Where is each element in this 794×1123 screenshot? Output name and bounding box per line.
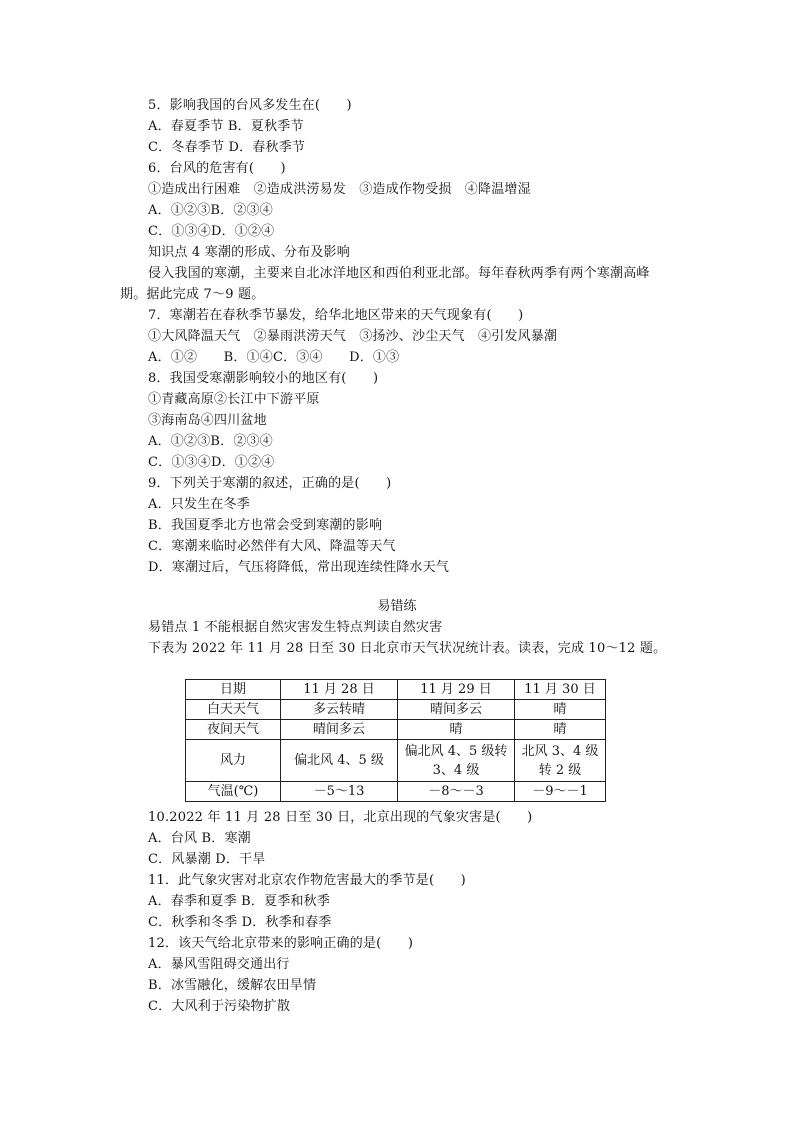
question-5-options-cd: C．冬春季节 D．春秋季节	[148, 140, 306, 155]
table-cell: 偏北风 4、5 级	[281, 740, 398, 782]
table-header-cell: 日期	[186, 680, 281, 700]
table-cell-line: 转 2 级	[538, 762, 582, 778]
question-7-options: A．①② B．①④C．③④ D．①③	[148, 350, 400, 365]
question-6-stem: 6．台风的危害有( )	[148, 161, 286, 176]
table-cell	[398, 740, 515, 782]
question-5-options-ab: A．春夏季节 B．夏秋季节	[148, 119, 304, 134]
table-header-cell: 11 月 28 日	[281, 680, 398, 700]
table-cell: －5～13	[281, 782, 398, 802]
table-cell: 晴间多云	[281, 720, 398, 740]
question-11-options-cd: C．秋季和冬季 D．秋季和春季	[148, 915, 332, 930]
section-intro-line-1: 侵入我国的寒潮，主要来自北冰洋地区和西伯利亚北部。每年春秋两季有两个寒潮高峰	[148, 266, 650, 281]
question-10-stem: 10.2022 年 11 月 28 日至 30 日，北京出现的气象灾害是( )	[148, 810, 533, 825]
table-cell: 白天天气	[186, 700, 281, 720]
question-8-options-ab: A．①②③B．②③④	[148, 434, 273, 449]
table-cell: 多云转晴	[281, 700, 398, 720]
question-8-stem: 8．我国受寒潮影响较小的地区有( )	[148, 371, 379, 386]
error-point-1: 易错点 1 不能根据自然灾害发生特点判读自然灾害	[148, 620, 443, 635]
section-heading-cold-wave: 知识点 4 寒潮的形成、分布及影响	[148, 245, 350, 260]
question-6-options-ab: A．①②③B．②③④	[148, 203, 273, 218]
table-row	[186, 782, 606, 802]
question-12-option-a: A．暴风雪阻碍交通出行	[148, 957, 290, 972]
question-10-options-ab: A．台风 B．寒潮	[148, 831, 251, 846]
table-cell: 晴	[515, 720, 606, 740]
weather-table	[185, 679, 606, 802]
question-12-option-b: B．冰雪融化，缓解农田旱情	[148, 978, 317, 993]
table-cell-line: 偏北风 4、5 级转	[404, 743, 508, 759]
question-10-options-cd: C．风暴潮 D．干旱	[148, 852, 266, 867]
section-intro-line-2: 期。据此完成 7～9 题。	[120, 287, 265, 302]
question-8-items-2: ③海南岛④四川盆地	[148, 413, 267, 428]
question-9-option-b: B．我国夏季北方也常会受到寒潮的影响	[148, 518, 383, 533]
table-cell	[515, 740, 606, 782]
question-5-stem: 5．影响我国的台风多发生在( )	[148, 98, 352, 113]
question-8-items-1: ①青藏高原②长江中下游平原	[148, 392, 320, 407]
table-cell: 风力	[186, 740, 281, 782]
question-12-stem: 12．该天气给北京带来的影响正确的是( )	[148, 936, 414, 951]
table-row	[186, 680, 606, 700]
table-cell: 晴	[398, 720, 515, 740]
table-cell: 晴	[515, 700, 606, 720]
question-11-stem: 11．此气象灾害对北京农作物危害最大的季节是( )	[148, 873, 466, 888]
table-cell: －9～－1	[515, 782, 606, 802]
question-7-items: ①大风降温天气 ②暴雨洪涝天气 ③扬沙、沙尘天气 ④引发风暴潮	[148, 329, 558, 344]
table-cell-line: 3、4 级	[432, 762, 480, 778]
table-header-cell: 11 月 29 日	[398, 680, 515, 700]
table-cell: 晴间多云	[398, 700, 515, 720]
table-header-cell: 11 月 30 日	[515, 680, 606, 700]
question-8-options-cd: C．①③④D．①②④	[148, 455, 275, 470]
question-9-option-d: D．寒潮过后，气压将降低，常出现连续性降水天气	[148, 560, 450, 575]
table-cell: －8～－3	[398, 782, 515, 802]
table-row	[186, 740, 606, 782]
table-intro: 下表为 2022 年 11 月 28 日至 30 日北京市天气状况统计表。读表，完成 10～12 题。	[148, 641, 667, 656]
question-6-options-cd: C．①③④D．①②④	[148, 224, 275, 239]
question-7-stem: 7．寒潮若在春秋季节暴发，给华北地区带来的天气现象有( )	[148, 308, 524, 323]
question-12-option-c: C．大风利于污染物扩散	[148, 999, 291, 1014]
error-practice-title: 易错练	[377, 599, 417, 614]
table-cell: 夜间天气	[186, 720, 281, 740]
table-cell-line: 北风 3、4 级	[521, 743, 599, 759]
question-9-option-a: A．只发生在冬季	[148, 497, 250, 512]
question-9-stem: 9．下列关于寒潮的叙述，正确的是( )	[148, 476, 392, 491]
table-row	[186, 720, 606, 740]
question-6-items: ①造成出行困难 ②造成洪涝易发 ③造成作物受损 ④降温增湿	[148, 182, 531, 197]
question-9-option-c: C．寒潮来临时必然伴有大风、降温等天气	[148, 539, 396, 554]
table-cell: 气温(℃)	[186, 782, 281, 802]
question-11-options-ab: A．春季和夏季 B．夏季和秋季	[148, 894, 331, 909]
table-row	[186, 700, 606, 720]
